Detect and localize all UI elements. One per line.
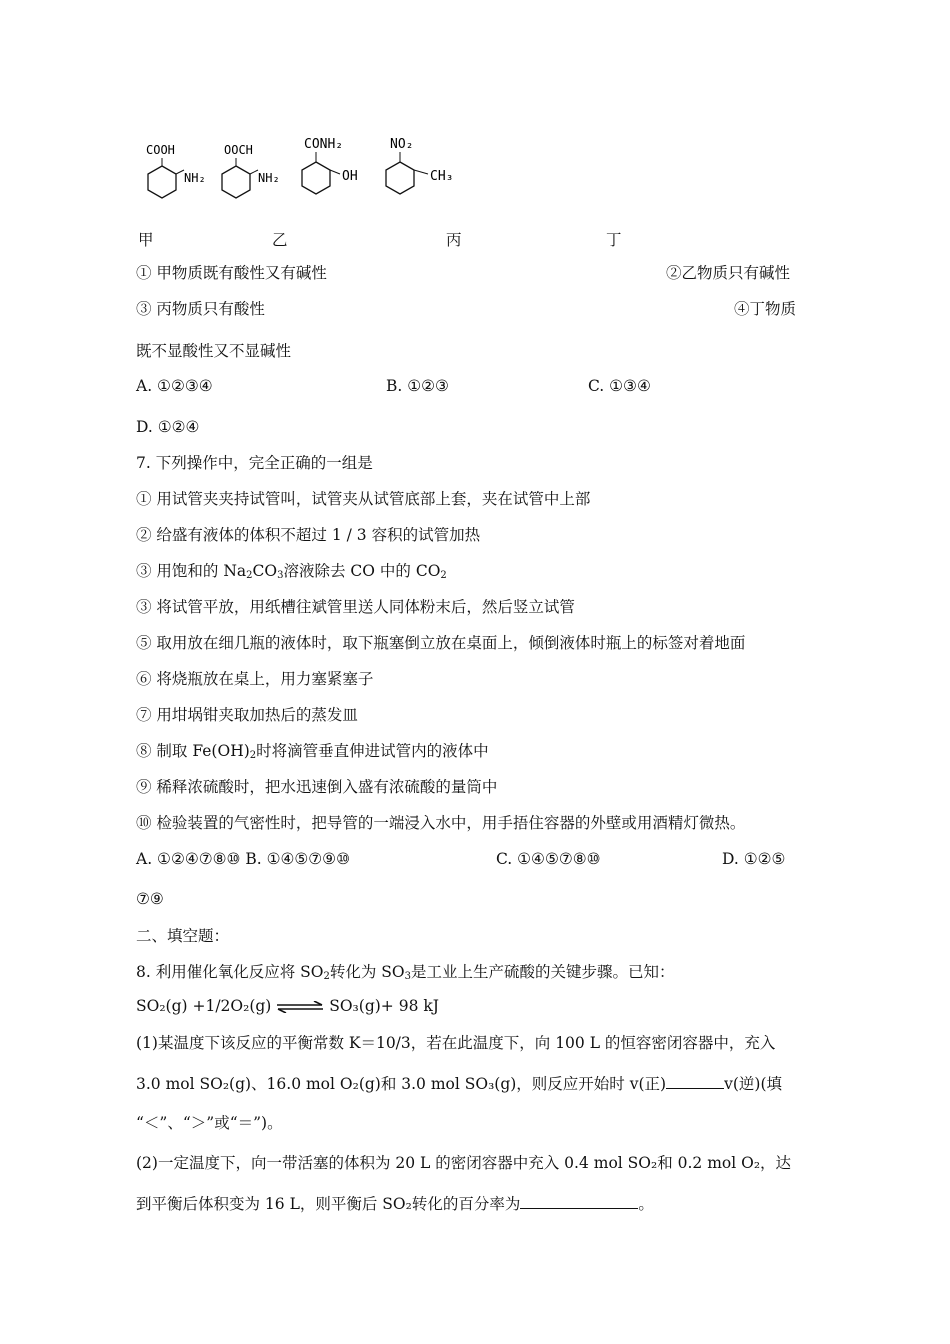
equilibrium-arrows-icon <box>276 1001 324 1013</box>
q7-item-4: ③ 将试管平放，用纸槽往斌管里送人同体粉末后，然后竖立试管 <box>136 598 575 616</box>
q8-part1-text: 3.0 mol SO₂(g)、16.0 mol O₂(g)和 3.0 mol SO₃(g)，则反应开始时 v(正) <box>136 1075 667 1093</box>
q6-option-d: D. ①②④ <box>136 418 200 436</box>
q7-item-3-sub3: 2 <box>440 570 447 581</box>
q6-statement-1: ① 甲物质既有酸性又有碱性 <box>136 264 327 282</box>
q7-item-6: ⑥ 将烧瓶放在桌上，用力塞紧塞子 <box>136 670 374 688</box>
q7-item-3-mid1: CO <box>252 562 278 580</box>
q7-item-3 <box>136 561 447 586</box>
yi-top-group: OOCH <box>224 143 253 157</box>
bing-top-group: CONH₂ <box>304 137 344 152</box>
answer-blank-2[interactable] <box>520 1193 638 1209</box>
q8-stem-sub1: 2 <box>323 971 330 982</box>
q7-item-9: ⑨ 稀释浓硫酸时，把水迅速倒入盛有浓硫酸的量筒中 <box>136 778 498 796</box>
structure-jia <box>140 134 220 208</box>
q7-option-d-cont: ⑦⑨ <box>136 890 164 908</box>
q8-equation <box>136 996 439 1016</box>
q7-item-1: ① 用试管夹夹持试管叫，试管夹从试管底部上套，夹在试管中上部 <box>136 490 591 508</box>
q6-option-c: C. ①③④ <box>588 377 651 395</box>
q6-option-b: B. ①②③ <box>386 377 449 395</box>
label-yi: 乙 <box>272 231 288 249</box>
q7-item-7: ⑦ 用坩埚钳夹取加热后的蒸发皿 <box>136 706 358 724</box>
q6-statement-4a: ④丁物质 <box>734 300 797 318</box>
structure-ding <box>384 134 474 208</box>
structure-jia-ring <box>140 134 220 204</box>
yi-side-group: NH₂ <box>258 171 280 185</box>
q7-item-10: ⑩ 检验装置的气密性时，把导管的一端浸入水中，用手捂住容器的外壁或用酒精灯微热。 <box>136 814 746 832</box>
q7-item-2: ② 给盛有液体的体积不超过 1 / 3 容积的试管加热 <box>136 526 481 544</box>
q8-stem-c: 是工业上生产硫酸的关键步骤。已知： <box>411 963 675 981</box>
structure-yi <box>218 134 298 208</box>
q8-part1-tail: v(逆)(填 <box>724 1075 782 1093</box>
q8-part2-line2 <box>136 1193 654 1214</box>
q7-item-3-pre: ③ 用饱和的 Na <box>136 562 247 580</box>
q8-stem <box>136 962 675 987</box>
jia-top-group: COOH <box>146 143 175 157</box>
q6-option-a: A. ①②③④ <box>136 377 213 395</box>
q7-item-8-sub: 2 <box>249 750 257 761</box>
q6-statement-4b: 既不显酸性又不显碱性 <box>136 342 292 360</box>
q7-option-ab: A. ①②④⑦⑧⑩ B. ①④⑤⑦⑨⑩ <box>136 850 350 868</box>
q7-item-8-pre: ⑧ 制取 Fe(OH) <box>136 742 250 760</box>
ding-top-group: NO₂ <box>390 137 414 152</box>
q8-part2-tail: 。 <box>638 1195 654 1213</box>
q7-option-d: D. ①②⑤ <box>722 850 786 868</box>
structure-yi-ring <box>218 134 298 204</box>
q7-item-5: ⑤ 取用放在细几瓶的液体时，取下瓶塞倒立放在桌面上，倾倒液体时瓶上的标签对着地面 <box>136 634 746 652</box>
q7-item-8-post: 时将滴管垂直伸进试管内的液体中 <box>256 742 489 760</box>
q7-option-c: C. ①④⑤⑦⑧⑩ <box>496 850 601 868</box>
answer-blank-1[interactable] <box>666 1073 724 1089</box>
q6-statement-3: ③ 丙物质只有酸性 <box>136 300 265 318</box>
label-ding: 丁 <box>606 231 622 249</box>
q6-statement-2: ②乙物质只有碱性 <box>666 264 791 282</box>
structure-bing-ring <box>298 134 378 204</box>
q7-item-8 <box>136 741 489 766</box>
jia-side-group: NH₂ <box>184 171 206 185</box>
q7-item-3-mid2: 溶液除去 CO 中的 CO <box>283 562 441 580</box>
q7-stem: 7. 下列操作中，完全正确的一组是 <box>136 454 373 472</box>
q8-part2-text: 到平衡后体积变为 16 L，则平衡后 SO₂转化的百分率为 <box>136 1195 521 1213</box>
label-jia: 甲 <box>138 231 154 249</box>
q7-item-3-sub1: 2 <box>246 570 253 581</box>
q8-part1-line3: “＜”、“＞”或“＝”)。 <box>136 1114 283 1132</box>
q7-item-3-sub2: 3 <box>277 570 284 581</box>
q8-part2-line1: (2)一定温度下，向一带活塞的体积为 20 L 的密闭容器中充入 0.4 mol SO₂和 0.2 mol O₂，达 <box>136 1154 792 1172</box>
q8-equation-left: SO₂(g) +1/2O₂(g) <box>136 997 272 1015</box>
section-heading: 二、填空题： <box>136 927 230 945</box>
q8-equation-right: SO₃(g)+ 98 kJ <box>329 997 439 1015</box>
ding-side-group: CH₃ <box>430 169 454 184</box>
q8-part1-line1: (1)某温度下该反应的平衡常数 K＝10/3，若在此温度下，向 100 L 的恒容密闭容器中，充入 <box>136 1034 776 1052</box>
q8-stem-b: 转化为 SO <box>329 963 405 981</box>
bing-side-group: OH <box>342 169 358 184</box>
q8-stem-sub2: 3 <box>404 971 411 982</box>
structure-bing <box>298 134 378 208</box>
q8-stem-a: 8. 利用催化氧化反应将 SO <box>136 963 324 981</box>
label-bing: 丙 <box>446 231 462 249</box>
q8-part1-line2 <box>136 1073 782 1094</box>
structure-ding-ring <box>384 134 474 204</box>
